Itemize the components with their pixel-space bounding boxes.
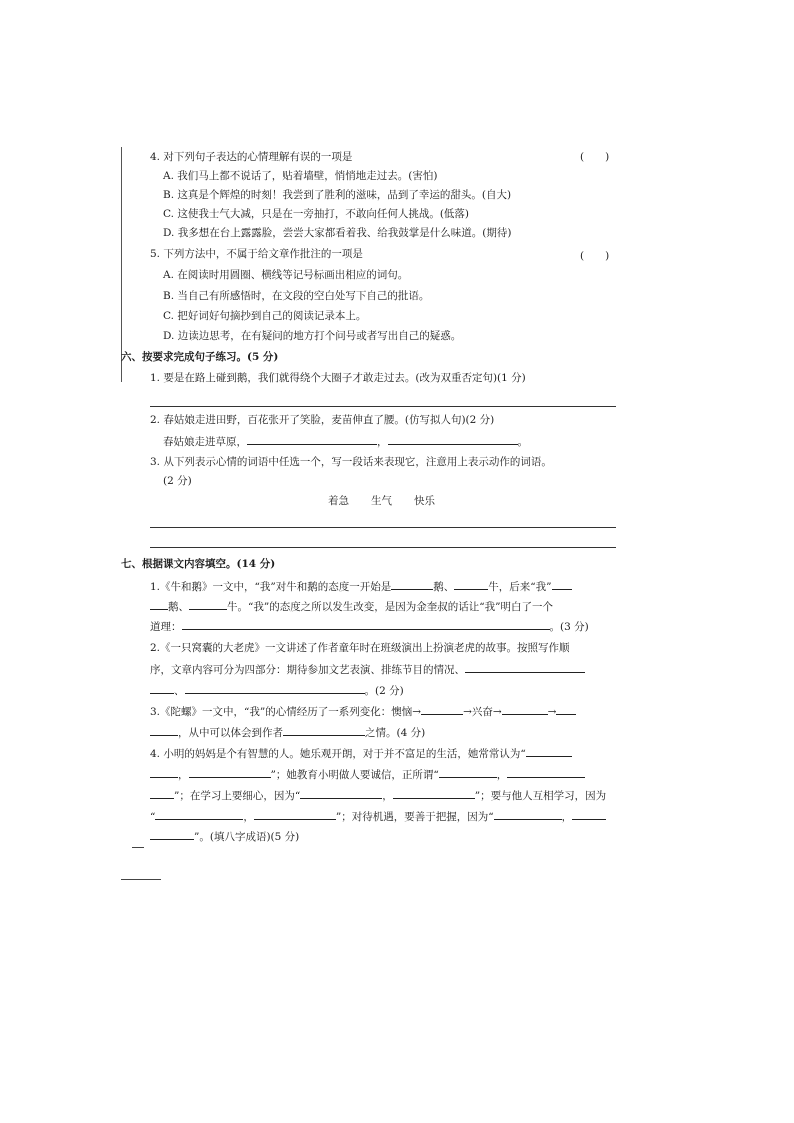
sec7-q3-text-c: → (547, 706, 557, 718)
sec7-q4-text-h: “ (150, 811, 156, 823)
sec6-s2-blank-1[interactable] (247, 434, 377, 445)
sec7-q3-blank-4[interactable] (283, 725, 365, 736)
sec7-q2-line-2 (150, 662, 585, 677)
sec7-q1-line-2 (150, 599, 553, 614)
sec7-q4-blank-4b[interactable] (150, 788, 174, 799)
sec7-q4-text-b: ， (178, 769, 189, 781)
q5-stem: 5. 下列方法中，不属于给文章作批注的一项是 (150, 248, 363, 260)
sec7-q2-text-b: 序，文章内容可分为四部分：期待参加文艺表演、排练节目的情况、 (150, 664, 465, 676)
q4-option-c[interactable]: C. 这使我士气大减，只是在一旁抽打，不敢向任何人挑战。(低落) (163, 208, 470, 220)
sec7-q3-blank-3b[interactable] (150, 725, 178, 736)
sec7-q4-text-f: ， (382, 790, 393, 802)
sec7-q2-blank-1b[interactable] (150, 683, 174, 694)
sec6-answer-line-3b[interactable] (150, 547, 616, 548)
sec7-q3-text-a: 3.《陀螺》一文中，“我”的心情经历了一系列变化：懊恼→ (150, 706, 422, 718)
sec7-q4-line-5 (150, 829, 299, 844)
sec7-q3-text-e: 之情。(4 分) (365, 727, 426, 739)
sec7-q4-text-k: ， (561, 811, 573, 823)
sec7-q4-line-2 (150, 767, 585, 782)
sec6-s2-prefix: 春姑娘走进草原， (163, 436, 247, 448)
q4-option-b[interactable]: B. 这真是个辉煌的时刻！我尝到了胜利的滋味，品到了幸运的甜头。(自大) (163, 189, 512, 201)
sec7-q1-blank-3a[interactable] (552, 579, 572, 590)
sec6-sentence-2: 2. 春姑娘走进田野，百花张开了笑脸，麦苗伸直了腰。(仿写拟人句)(2 分) (150, 414, 495, 426)
sec6-s2-blank-2[interactable] (388, 434, 518, 445)
sec7-q4-blank-4a[interactable] (507, 767, 585, 778)
q4-option-a[interactable]: A. 我们马上都不说话了，贴着墙壁，悄悄地走过去。(害怕) (163, 170, 438, 182)
sec7-q4-line-4 (150, 809, 606, 824)
sec7-q2-blank-1a[interactable] (465, 662, 585, 673)
sec7-q4-blank-10a[interactable] (572, 809, 606, 820)
sec7-q3-blank-3a[interactable] (556, 704, 576, 715)
sec7-q1-text-a: 1.《牛和鹅》一文中，“我”对牛和鹅的态度一开始是 (150, 581, 392, 593)
sec6-sentence-3-score: (2 分) (163, 475, 192, 487)
sec7-q1-blank-2[interactable] (454, 579, 488, 590)
sec7-q4-text-l: ”。(填八字成语)(5 分) (194, 831, 300, 843)
sec7-q4-blank-6[interactable] (393, 788, 475, 799)
sec7-q3-text-b: →兴奋→ (463, 706, 502, 718)
sec7-q4-text-a: 4. 小明的妈妈是个有智慧的人。她乐观开朗，对于并不富足的生活，她常常认为“ (150, 748, 526, 760)
word-choice-3: 快乐 (414, 495, 435, 507)
sec7-q4-blank-2[interactable] (189, 767, 271, 778)
sec7-q4-text-d: ， (496, 769, 508, 781)
sec7-q4-line-3 (150, 788, 606, 803)
sec7-q1-blank-5[interactable] (182, 619, 550, 630)
sec7-q1-text-g: 。(3 分) (549, 621, 589, 633)
sec7-q1-text-b: 鹅、 (433, 581, 455, 593)
scan-mark-1 (132, 847, 144, 848)
sec7-q4-text-i: ， (243, 811, 254, 823)
sec7-q4-text-g: ”；要与他人互相学习，因为 (474, 790, 607, 802)
sec7-q1-line-1 (150, 579, 572, 594)
section-6-title: 六、按要求完成句子练习。(5 分) (121, 351, 279, 363)
q4-answer-paren[interactable]: ( ) (580, 151, 610, 163)
sec7-q4-line-1 (150, 746, 572, 761)
sec6-word-choices (328, 494, 457, 508)
sec7-q4-blank-8[interactable] (254, 809, 336, 820)
sec7-q1-blank-1[interactable] (391, 579, 433, 590)
sec6-answer-line-3a[interactable] (150, 527, 616, 528)
section-7-title: 七、根据课文内容填空。(14 分) (121, 558, 276, 570)
q5-option-c[interactable]: C. 把好词好句摘抄到自己的阅读记录本上。 (163, 310, 367, 322)
sec7-q1-text-f: 道理： (150, 621, 182, 633)
word-choice-2: 生气 (371, 495, 392, 507)
sec7-q1-blank-4[interactable] (189, 599, 227, 610)
sec6-sentence-3: 3. 从下列表示心情的词语中任选一个，写一段话来表现它，注意用上表示动作的词语。 (150, 456, 552, 468)
sec7-q3-line-1 (150, 704, 576, 719)
word-choice-1: 着急 (328, 495, 349, 507)
sec7-q1-text-c: 牛，后来“我” (488, 581, 552, 593)
sec7-q4-blank-1b[interactable] (150, 767, 178, 778)
sec6-sentence-1: 1. 要是在路上碰到鹅，我们就得绕个大圈子才敢走过去。(改为双重否定句)(1 分) (150, 372, 526, 384)
sec7-q4-blank-1a[interactable] (526, 746, 572, 757)
sec6-s2-mid: ， (377, 436, 388, 448)
sec7-q3-line-2 (150, 725, 425, 740)
sec7-q4-text-e: ”；在学习上要细心，因为“ (174, 790, 301, 802)
sec7-q3-blank-2[interactable] (502, 704, 548, 715)
q5-option-b[interactable]: B. 当自己有所感悟时，在文段的空白处写下自己的批语。 (163, 290, 430, 302)
sec7-q2-line-1: 2.《一只窝囊的大老虎》一文讲述了作者童年时在班级演出上扮演老虎的故事。按照写作顺 (150, 642, 570, 654)
sec7-q2-line-3 (150, 683, 404, 698)
sec7-q1-blank-3b[interactable] (150, 599, 168, 610)
sec7-q2-text-d: 。(2 分) (364, 685, 404, 697)
q4-option-d[interactable]: D. 我多想在台上露露脸，尝尝大家都看着我、给我鼓掌是什么味道。(期待) (163, 227, 512, 239)
sec7-q1-text-d: 鹅、 (168, 601, 189, 613)
sec6-sentence-2-fill (163, 434, 528, 449)
sec7-q4-blank-7[interactable] (155, 809, 243, 820)
sec6-s2-end: 。 (517, 436, 528, 448)
sec7-q2-text-c: 、 (174, 685, 185, 697)
q5-option-a[interactable]: A. 在阅读时用圆圈、横线等记号标画出相应的词句。 (163, 269, 409, 281)
margin-line (121, 147, 122, 382)
sec7-q4-blank-3[interactable] (439, 767, 497, 778)
sec7-q4-blank-5[interactable] (300, 788, 382, 799)
scan-mark-2 (121, 879, 161, 880)
sec7-q2-blank-2[interactable] (185, 683, 365, 694)
sec7-q1-text-e: 牛。“我”的态度之所以发生改变，是因为金奎叔的话让“我”明白了一个 (227, 601, 553, 613)
sec7-q4-blank-9[interactable] (494, 809, 562, 820)
q5-answer-paren[interactable]: ( ) (580, 250, 610, 262)
sec7-q1-line-3 (150, 619, 589, 634)
sec7-q4-text-c: ”；她教育小明做人要诚信，正所谓“ (270, 769, 439, 781)
sec7-q4-blank-10b[interactable] (150, 829, 194, 840)
sec7-q3-text-d: ，从中可以体会到作者 (178, 727, 283, 739)
sec6-answer-line-1[interactable] (150, 406, 616, 407)
q5-option-d[interactable]: D. 边读边思考，在有疑问的地方打个问号或者写出自己的疑惑。 (163, 330, 462, 342)
q4-stem: 4. 对下列句子表达的心情理解有误的一项是 (150, 151, 353, 163)
sec7-q3-blank-1[interactable] (421, 704, 463, 715)
sec7-q4-text-j: ”；对待机遇，要善于把握，因为“ (335, 811, 494, 823)
